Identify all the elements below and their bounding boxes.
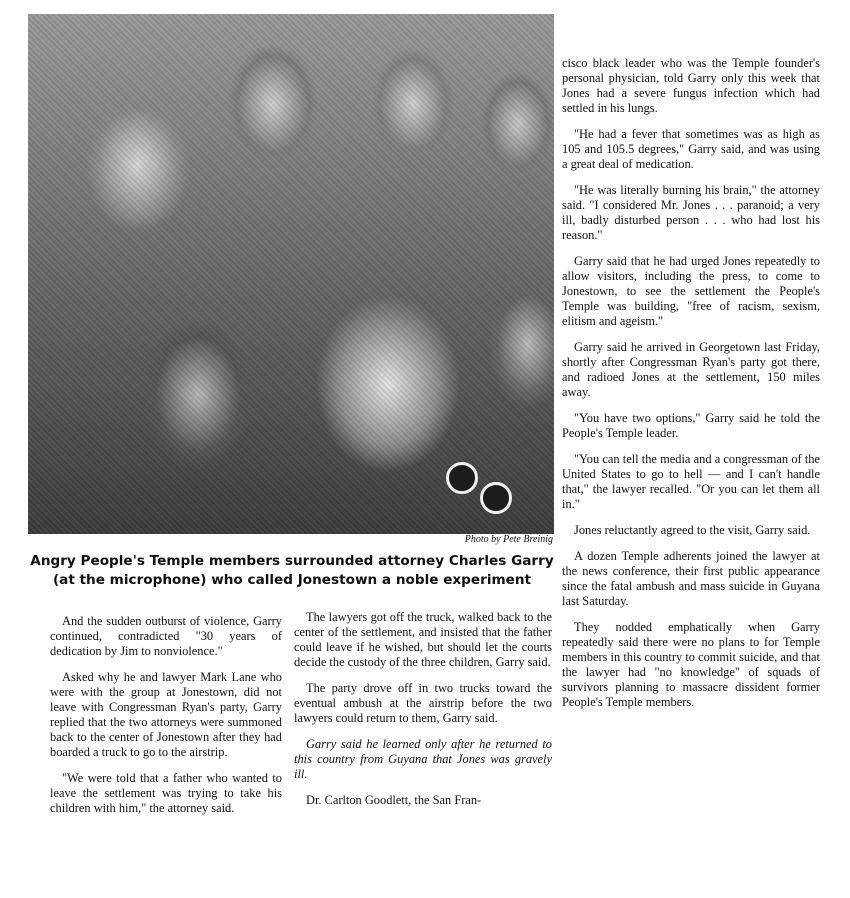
paragraph: Garry said he learned only after he returned to this country from Guyana that Jones was gravely ill. [294,737,552,781]
paragraph: Garry said that he had urged Jones repeatedly to allow visitors, including the press, to come to Jonestown, to see the settlement the People's Temple was building, "free of racism, sexism, elitism and ageism." [562,254,820,328]
article-column-1 [50,614,282,827]
paragraph: The lawyers got off the truck, walked back to the center of the settlement, and insisted that the father could leave if he wished, but should let the courts decide the custody of the three children, Garry said. [294,610,552,669]
paragraph: cisco black leader who was the Temple founder's personal physician, told Garry only this week that Jones had a severe fungus infection which had settled in his lungs. [562,56,820,115]
photo-texture [28,14,554,534]
paragraph: Jones reluctantly agreed to the visit, Garry said. [574,523,811,537]
news-photo [28,14,554,534]
paragraph: Asked why he and lawyer Mark Lane who were with the group at Jonestown, did not leave with Congressman Ryan's party, Garry replied that the two attorneys were summoned back to the center of Jonestown after they had boarded a truck to go to the airstrip. [50,670,282,759]
paragraph: Dr. Carlton Goodlett, the San Fran- [306,793,482,807]
microphone-icon [446,462,478,494]
photo-credit: Photo by Pete Breinig [464,534,553,545]
paragraph: And the sudden outburst of violence, Garry continued, contradicted "30 years of dedication by Jim to nonviolence." [50,614,282,658]
paragraph: "You can tell the media and a congressman of the United States to go to hell — and I can't handle that," the lawyer recalled. "Or you can let them all in." [562,452,820,511]
photo-caption: Angry People's Temple members surrounded attorney Charles Garry (at the microphone) who called Jonestown a noble experiment [30,553,554,588]
paragraph: A dozen Temple adherents joined the lawyer at the news conference, their first public appearance since the fatal ambush and mass suicide in Guyana last Saturday. [562,549,820,608]
paragraph: "We were told that a father who wanted to leave the settlement was trying to take his children with him," the attorney said. [50,771,282,815]
article-column-3 [562,56,820,721]
microphone-icon [480,482,512,514]
paragraph: "He had a fever that sometimes was as high as 105 and 105.5 degrees," Garry said, and was using a great deal of medication. [562,127,820,171]
paragraph: They nodded emphatically when Garry repeatedly said there were no plans to for Temple members in this country to commit suicide, and that the lawyer had "no knowledge" of squads of survivors planning to massacre dissident former People's Temple members. [562,620,820,709]
paragraph: "You have two options," Garry said he told the People's Temple leader. [562,411,820,440]
paragraph: The party drove off in two trucks toward the eventual ambush at the airstrip before the two lawyers could return to them, Garry said. [294,681,552,725]
paragraph: "He was literally burning his brain," the attorney said. "I considered Mr. Jones . . . paranoid; a very ill, badly disturbed person . . . who had lost his reason." [562,183,820,242]
paragraph: Garry said he arrived in Georgetown last Friday, shortly after Congressman Ryan's party got there, and radioed Jones at the settlement, 150 miles away. [562,340,820,399]
article-column-2 [294,610,552,819]
